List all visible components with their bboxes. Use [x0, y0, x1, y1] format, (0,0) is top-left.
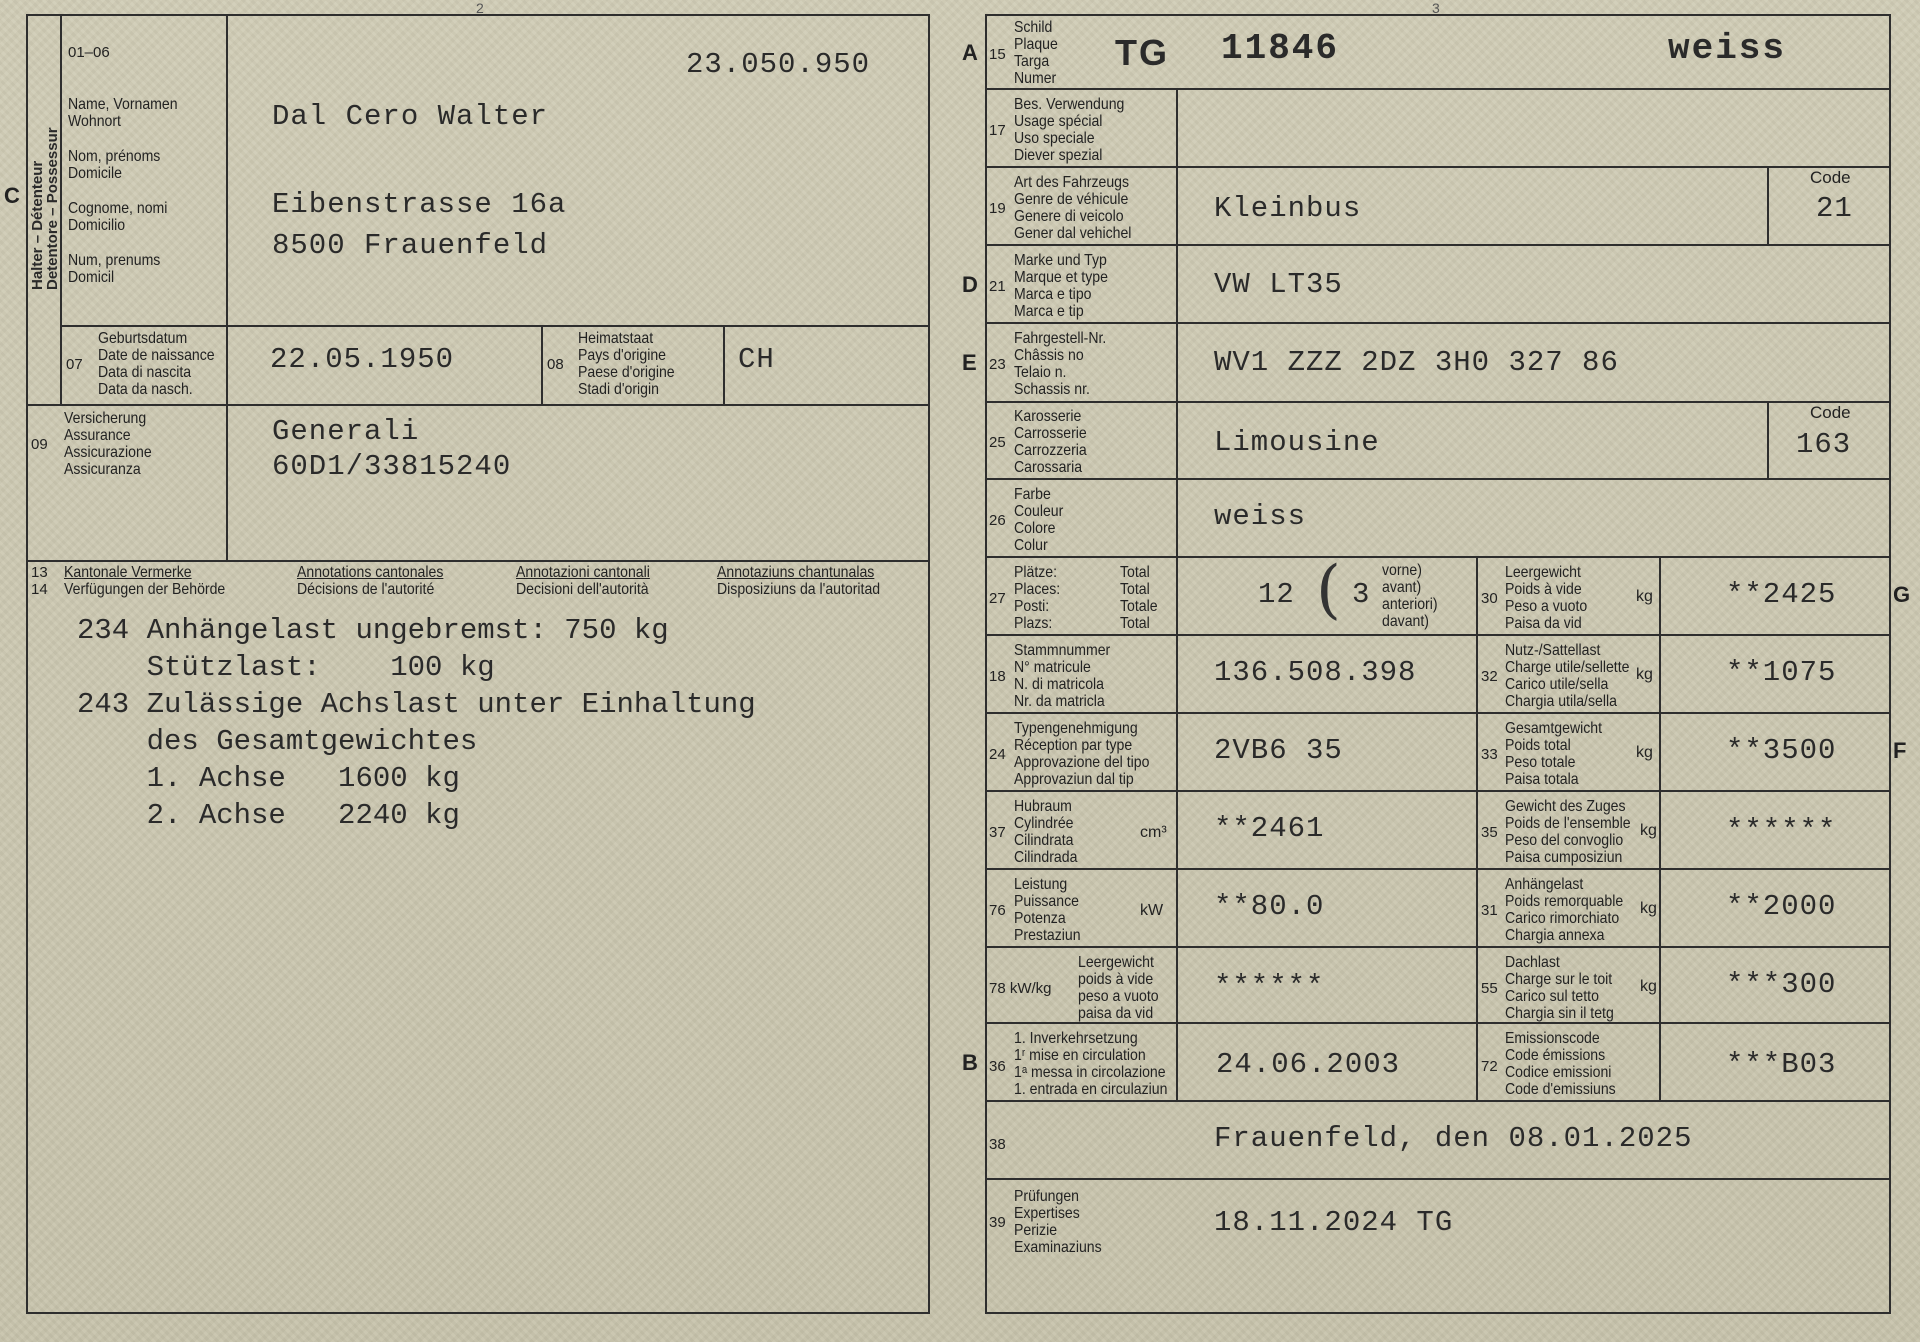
right-row-divider: [985, 712, 1889, 714]
remarks-heading-fr: Annotations cantonales Décisions de l'autorité: [297, 564, 444, 598]
plate-number: 11846: [1221, 28, 1340, 69]
field-32-unit: kg: [1636, 666, 1653, 683]
plate-color: weiss: [1668, 28, 1787, 69]
field-09-number: 09: [31, 436, 48, 453]
field-23-labels: Fahrgestell-Nr. Châssis no Telaio n. Schassis nr.: [1014, 330, 1107, 398]
field-08-divider-a: [541, 325, 543, 405]
holder-name: Dal Cero Walter: [272, 100, 549, 133]
field-33-labels: Gesamtgewicht Poids total Peso totale Paisa totala: [1505, 720, 1603, 788]
right-row-divider: [985, 1100, 1889, 1102]
holder-street: Eibenstrasse 16a: [272, 188, 567, 221]
payload: **1075: [1726, 656, 1837, 689]
field-08-number: 08: [547, 356, 564, 373]
field-15-number: 15: [989, 46, 1006, 63]
field-33-unit: kg: [1636, 744, 1653, 761]
displacement: **2461: [1214, 812, 1325, 845]
vehicle-kind: Kleinbus: [1214, 192, 1362, 225]
right-row-divider: [985, 946, 1889, 948]
field-19-number: 19: [989, 200, 1006, 217]
field-30-labels: Leergewicht Poids à vide Peso a vuoto Paisa da vid: [1505, 564, 1588, 632]
make-and-type: VW LT35: [1214, 268, 1343, 301]
remark-line: des Gesamtgewichtes: [77, 725, 478, 758]
header-tick-2: 2: [476, 0, 484, 16]
remark-line: 234 Anhängelast ungebremst: 750 kg: [77, 614, 669, 647]
field-26-labels: Farbe Couleur Colore Colur: [1014, 486, 1064, 554]
remarks-heading-de: Kantonale Vermerke Verfügungen der Behörde: [64, 564, 226, 598]
right-row-divider: [985, 401, 1889, 403]
field-76-labels: Leistung Puissance Potenza Prestaziun: [1014, 876, 1081, 944]
field-30-number: 30: [1481, 590, 1498, 607]
field-18-labels: Stammnummer N° matricule N. di matricola Nr. da matricla: [1014, 642, 1111, 710]
engine-power: **80.0: [1214, 890, 1325, 923]
remark-line: 1. Achse 1600 kg: [77, 762, 460, 795]
header-tick-3: 3: [1432, 0, 1440, 16]
holder-vertical-label-2: Detentore – Possessur: [44, 127, 61, 290]
field-21-number: 21: [989, 278, 1006, 295]
left-row-divider-1: [60, 325, 928, 327]
insurance-name: Generali: [272, 415, 420, 448]
body-type: Limousine: [1214, 426, 1380, 459]
issue-place-date: Frauenfeld, den 08.01.2025: [1214, 1122, 1693, 1155]
right-row-divider: [985, 556, 1889, 558]
seats-front: 3: [1352, 578, 1371, 611]
field-15-labels: Schild Plaque Targa Numer: [1014, 19, 1058, 87]
country-of-origin: CH: [738, 343, 775, 376]
right-row-divider: [985, 322, 1889, 324]
holder-city: 8500 Frauenfeld: [272, 229, 549, 262]
holder-vertical-label-1: Halter – Détenteur: [29, 160, 46, 290]
vehicle-kind-code: 21: [1816, 192, 1853, 225]
field-27-total-labels: Total Total Totale Total: [1120, 564, 1158, 632]
field-37-unit: cm³: [1140, 824, 1167, 841]
field-24-labels: Typengenehmigung Réception par type Approvazione del tipo Approvaziun dal tip: [1014, 720, 1150, 788]
master-number: 136.508.398: [1214, 656, 1417, 689]
field-78-number: 78 kW/kg: [989, 980, 1052, 997]
field-07-labels: Geburtsdatum Date de naissance Data di nascita Data da nasch.: [98, 330, 215, 398]
field-25-labels: Karosserie Carrosserie Carrozzeria Carossaria: [1014, 408, 1087, 476]
field-30-unit: kg: [1636, 588, 1653, 605]
first-registration-date: 24.06.2003: [1216, 1048, 1401, 1081]
side-letter-a: A: [962, 40, 978, 65]
document-number: 23.050.950: [686, 48, 871, 81]
gross-weight: **3500: [1726, 734, 1837, 767]
code-label-19: Code: [1810, 168, 1851, 187]
code-divider-25: [1767, 401, 1769, 478]
cantonal-remarks: [77, 612, 756, 834]
field-72-labels: Emissionscode Code émissions Codice emissioni Code d'emissiuns: [1505, 1030, 1616, 1098]
field-24-number: 24: [989, 746, 1006, 763]
field-78-labels: Leergewicht poids à vide peso a vuoto paisa da vid: [1078, 954, 1159, 1022]
code-label-25: Code: [1810, 403, 1851, 422]
field-25-number: 25: [989, 434, 1006, 451]
field-27-labels: Plätze: Places: Posti: Plazs:: [1014, 564, 1061, 632]
field-76-unit: kW: [1140, 902, 1164, 919]
field-23-number: 23: [989, 356, 1006, 373]
side-letter-b: B: [962, 1050, 978, 1075]
field-17-number: 17: [989, 122, 1006, 139]
field-39-number: 39: [989, 1214, 1006, 1231]
right-row-divider: [985, 88, 1889, 90]
field-18-number: 18: [989, 668, 1006, 685]
field-09-labels: Versicherung Assurance Assicurazione Assicuranza: [64, 410, 152, 478]
field-72-number: 72: [1481, 1058, 1498, 1075]
birth-date: 22.05.1950: [270, 343, 455, 376]
left-row-divider-2: [26, 404, 928, 406]
left-label-column-divider: [226, 14, 228, 560]
right-row-divider: [985, 166, 1889, 168]
field-27-number: 27: [989, 590, 1006, 607]
field-33-number: 33: [1481, 746, 1498, 763]
seats-total: 12: [1258, 578, 1295, 611]
field-36-number: 36: [989, 1058, 1006, 1075]
field-31-labels: Anhängelast Poids remorquable Carico rimorchiato Chargia annexa: [1505, 876, 1624, 944]
field-08-divider-b: [723, 325, 725, 405]
field-13-14-numbers: 13 14: [31, 564, 48, 598]
remarks-heading-rm: Annotaziuns chantunalas Disposiziuns da l'autoritad: [717, 564, 881, 598]
field-31-number: 31: [1481, 902, 1498, 919]
field-35-labels: Gewicht des Zuges Poids de l'ensemble Peso del convoglio Paisa cumposiziun: [1505, 798, 1631, 866]
inspection-date: 18.11.2024 TG: [1214, 1206, 1454, 1239]
right-split-divider: [1476, 556, 1478, 1100]
right-row-divider: [985, 1178, 1889, 1180]
plate-canton: TG: [1115, 32, 1169, 73]
field-32-number: 32: [1481, 668, 1498, 685]
seats-front-labels: vorne) avant) anteriori) davant): [1382, 562, 1438, 630]
code-divider-19: [1767, 166, 1769, 244]
field-07-number: 07: [66, 356, 83, 373]
field-55-unit: kg: [1640, 978, 1657, 995]
insurance-policy: 60D1/33815240: [272, 450, 512, 483]
vehicle-color: weiss: [1214, 500, 1307, 533]
right-row-divider: [985, 478, 1889, 480]
side-letter-f: F: [1893, 738, 1907, 763]
field-26-number: 26: [989, 512, 1006, 529]
right-row-divider: [985, 634, 1889, 636]
side-letter-c: C: [4, 183, 20, 208]
field-32-labels: Nutz-/Sattellast Charge utile/sellette Carico utile/sella Chargia utila/sella: [1505, 642, 1630, 710]
right-split-value-divider: [1659, 556, 1661, 1100]
field-39-labels: Prüfungen Expertises Perizie Examinaziuns: [1014, 1188, 1102, 1256]
field-17-labels: Bes. Verwendung Usage spécial Uso speciale Diever spezial: [1014, 96, 1125, 164]
power-to-weight: ******: [1214, 970, 1325, 1003]
right-row-divider: [985, 790, 1889, 792]
side-letter-d: D: [962, 272, 978, 297]
field-21-labels: Marke und Typ Marque et type Marca e tipo Marca e tip: [1014, 252, 1108, 320]
remark-line: 243 Zulässige Achslast unter Einhaltung: [77, 688, 756, 721]
field-37-number: 37: [989, 824, 1006, 841]
field-01-06-labels: Name, Vornamen Wohnort Nom, prénoms Domicile Cognome, nomi Domicilio Num, prenums Domicil: [68, 96, 178, 286]
right-label-column-divider: [1176, 88, 1178, 1100]
roof-load: ***300: [1726, 968, 1837, 1001]
towing-capacity: **2000: [1726, 890, 1837, 923]
field-08-labels: Heimatstaat Pays d'origine Paese d'origine Stadi d'origin: [578, 330, 675, 398]
right-row-divider: [985, 1022, 1889, 1024]
type-approval: 2VB6 35: [1214, 734, 1343, 767]
chassis-number: WV1 ZZZ 2DZ 3H0 327 86: [1214, 346, 1619, 379]
left-row-divider-3: [26, 560, 928, 562]
emission-code: ***B03: [1726, 1048, 1837, 1081]
remark-line: 2. Achse 2240 kg: [77, 799, 460, 832]
field-55-labels: Dachlast Charge sur le toit Carico sul tetto Chargia sin il tetg: [1505, 954, 1614, 1022]
field-36-labels: 1. Inverkehrsetzung 1ʳ mise en circulation 1ᵃ messa in circolazione 1. entrada en circulaziun: [1014, 1030, 1168, 1098]
field-01-06-number: 01–06: [68, 44, 110, 61]
field-35-unit: kg: [1640, 822, 1657, 839]
right-row-divider: [985, 868, 1889, 870]
field-37-labels: Hubraum Cylindrée Cilindrata Cilindrada: [1014, 798, 1078, 866]
right-row-divider: [985, 244, 1889, 246]
empty-weight: **2425: [1726, 578, 1837, 611]
field-55-number: 55: [1481, 980, 1498, 997]
field-35-number: 35: [1481, 824, 1498, 841]
field-76-number: 76: [989, 902, 1006, 919]
seats-brace-left: (: [1316, 553, 1341, 627]
train-weight: ******: [1726, 814, 1837, 847]
field-19-labels: Art des Fahrzeugs Genre de véhicule Genere di veicolo Gener dal vehichel: [1014, 174, 1132, 242]
remarks-heading-it: Annotazioni cantonali Decisioni dell'autorità: [516, 564, 650, 598]
side-letter-e: E: [962, 350, 977, 375]
field-31-unit: kg: [1640, 900, 1657, 917]
field-38-number: 38: [989, 1136, 1006, 1153]
side-letter-g: G: [1893, 582, 1911, 607]
body-type-code: 163: [1796, 428, 1852, 461]
remark-line: Stützlast: 100 kg: [77, 651, 495, 684]
